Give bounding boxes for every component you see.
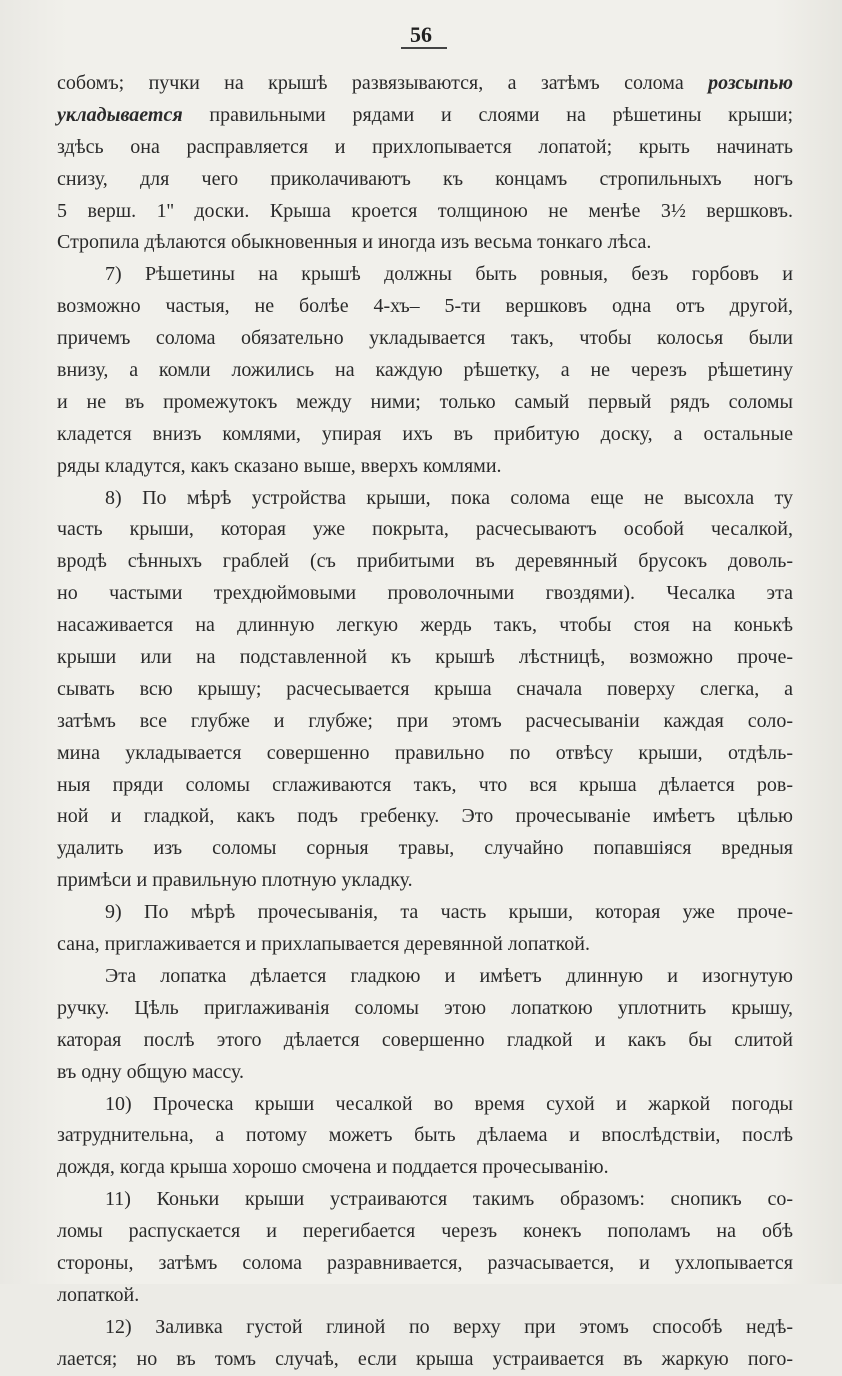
text-line xyxy=(57,578,793,610)
text-line xyxy=(57,132,793,164)
text-line xyxy=(57,68,793,100)
text-line xyxy=(57,1184,793,1216)
text-line xyxy=(57,291,793,323)
text-line xyxy=(57,355,793,387)
text-line xyxy=(57,1216,793,1248)
text-span: въ одну общую массу. xyxy=(57,1060,244,1083)
text-span: Стропила дѣлаются обыкновенныя и иногда изъ весьма тонкаго лѣса. xyxy=(57,231,652,254)
text-line xyxy=(57,1025,793,1057)
text-line xyxy=(57,1089,793,1121)
body-text xyxy=(57,68,793,1376)
text-line xyxy=(57,1120,793,1152)
text-span: причемъ солома обязательно укладывается такъ, чтобы колосья были xyxy=(57,327,793,350)
text-span: затѣмъ все глубже и глубже; при этомъ расчесываніи каждая соло- xyxy=(57,709,793,732)
text-span: ручку. Цѣль приглаживанія соломы этою лопаткою уплотнить крышу, xyxy=(57,996,793,1019)
text-line xyxy=(57,323,793,355)
text-line xyxy=(57,514,793,546)
text-line xyxy=(57,227,793,259)
text-span: крыши или на подставленной къ крышѣ лѣстницѣ, возможно проче- xyxy=(57,646,793,669)
text-span: снизу, для чего приколачиваютъ къ концамъ стропильныхъ ногъ xyxy=(57,167,793,190)
text-line xyxy=(57,483,793,515)
text-span: примѣси и правильную плотную укладку. xyxy=(57,869,413,892)
text-line xyxy=(57,1312,793,1344)
text-span: стороны, затѣмъ солома разравнивается, разчасывается, и ухлопывается xyxy=(57,1251,793,1274)
text-line xyxy=(57,1152,793,1184)
text-span: кладется внизъ комлями, упирая ихъ въ прибитую доску, а остальные xyxy=(57,422,793,445)
text-span: но частыми трехдюймовыми проволочными гвоздями). Чесалка эта xyxy=(57,582,793,605)
page-number: 56 xyxy=(410,22,432,47)
text-span: 11) Коньки крыши устраиваются такимъ образомъ: снопикъ со- xyxy=(105,1188,793,1211)
text-line xyxy=(57,451,793,483)
text-line xyxy=(57,1280,793,1312)
text-line xyxy=(57,387,793,419)
text-span: вродѣ сѣнныхъ граблей (съ прибитыми въ деревянный брусокъ доволь- xyxy=(57,550,793,573)
text-span: лается; но въ томъ случаѣ, если крыша устраивается въ жаркую пого- xyxy=(57,1347,793,1370)
text-span: дождя, когда крыша хорошо смочена и поддается прочесыванію. xyxy=(57,1156,609,1179)
text-line xyxy=(57,993,793,1025)
text-span: внизу, а комли ложились на каждую рѣшетку, а не черезъ рѣшетину xyxy=(57,359,793,382)
text-span: насаживается на длинную легкую жердь такъ, чтобы стоя на конькѣ xyxy=(57,614,793,637)
text-line xyxy=(57,546,793,578)
text-span: 5 верш. 1'' доски. Крыша кроется толщиною не менѣе 3½ вершковъ. xyxy=(57,199,793,222)
text-span: Эта лопатка дѣлается гладкою и имѣетъ длинную и изогнутую xyxy=(105,964,793,987)
text-line xyxy=(57,1057,793,1089)
text-span: часть крыши, которая уже покрыта, расчесываютъ особой чесалкой, xyxy=(57,518,793,541)
text-line xyxy=(57,801,793,833)
text-span: здѣсь она расправляется и прихлопывается лопатой; крыть начинать xyxy=(57,135,793,158)
text-line xyxy=(57,100,793,132)
text-span: возможно частыя, не болѣе 4-хъ– 5-ти вершковъ одна отъ другой, xyxy=(57,295,793,318)
text-span: 8) По мѣрѣ устройства крыши, пока солома еще не высохла ту xyxy=(105,486,793,509)
text-line xyxy=(57,833,793,865)
text-line xyxy=(57,1248,793,1280)
text-line xyxy=(57,164,793,196)
text-line xyxy=(57,1344,793,1376)
text-line xyxy=(57,706,793,738)
text-span: каторая послѣ этого дѣлается совершенно гладкой и какъ бы слитой xyxy=(57,1028,793,1051)
text-line xyxy=(57,738,793,770)
text-span: ряды кладутся, какъ сказано выше, вверхъ комлями. xyxy=(57,454,502,477)
text-line xyxy=(57,642,793,674)
text-span: сана, приглаживается и прихлапывается деревянной лопаткой. xyxy=(57,933,590,956)
text-span: 12) Заливка густой глиной по верху при этомъ способѣ недѣ- xyxy=(105,1315,793,1338)
text-span: сывать всю крышу; расчесывается крыша сначала поверху слегка, а xyxy=(57,677,793,700)
italic-text: укладывается xyxy=(57,103,183,126)
text-span: удалить изъ соломы сорныя травы, случайно попавшіяся вредныя xyxy=(57,837,793,860)
text-span: мина укладывается совершенно правильно по отвѣсу крыши, отдѣль- xyxy=(57,741,793,764)
text-span: затруднительна, а потому можетъ быть дѣлаема и впослѣдствіи, послѣ xyxy=(57,1124,793,1147)
text-line xyxy=(57,865,793,897)
text-line xyxy=(57,196,793,228)
text-line xyxy=(57,674,793,706)
text-span: собомъ; пучки на крышѣ развязываются, а затѣмъ солома xyxy=(57,72,709,94)
text-span: правильными рядами и слоями на рѣшетины крыши; xyxy=(182,103,793,126)
text-span: 7) Рѣшетины на крышѣ должны быть ровныя, безъ горбовъ и xyxy=(105,263,793,286)
text-span: ныя пряди соломы сглаживаются такъ, что вся крыша дѣлается ров- xyxy=(57,773,793,796)
text-line xyxy=(57,897,793,929)
text-span: 10) Проческа крыши чесалкой во время сухой и жаркой погоды xyxy=(105,1092,793,1115)
text-line xyxy=(57,610,793,642)
italic-text: розсыпью xyxy=(708,72,793,94)
text-line xyxy=(57,961,793,993)
text-line xyxy=(57,419,793,451)
text-line xyxy=(57,770,793,802)
text-span: лопаткой. xyxy=(57,1283,140,1306)
text-line xyxy=(57,259,793,291)
text-span: ломы распускается и перегибается черезъ конекъ пополамъ на обѣ xyxy=(57,1220,793,1243)
text-line xyxy=(57,929,793,961)
text-span: и не въ промежутокъ между ними; только самый первый рядъ соломы xyxy=(57,390,793,413)
page-number-rule xyxy=(401,47,447,49)
text-span: 9) По мѣрѣ прочесыванія, та часть крыши, которая уже проче- xyxy=(105,901,793,924)
text-span: ной и гладкой, какъ подъ гребенку. Это прочесываніе имѣетъ цѣлью xyxy=(57,805,793,828)
